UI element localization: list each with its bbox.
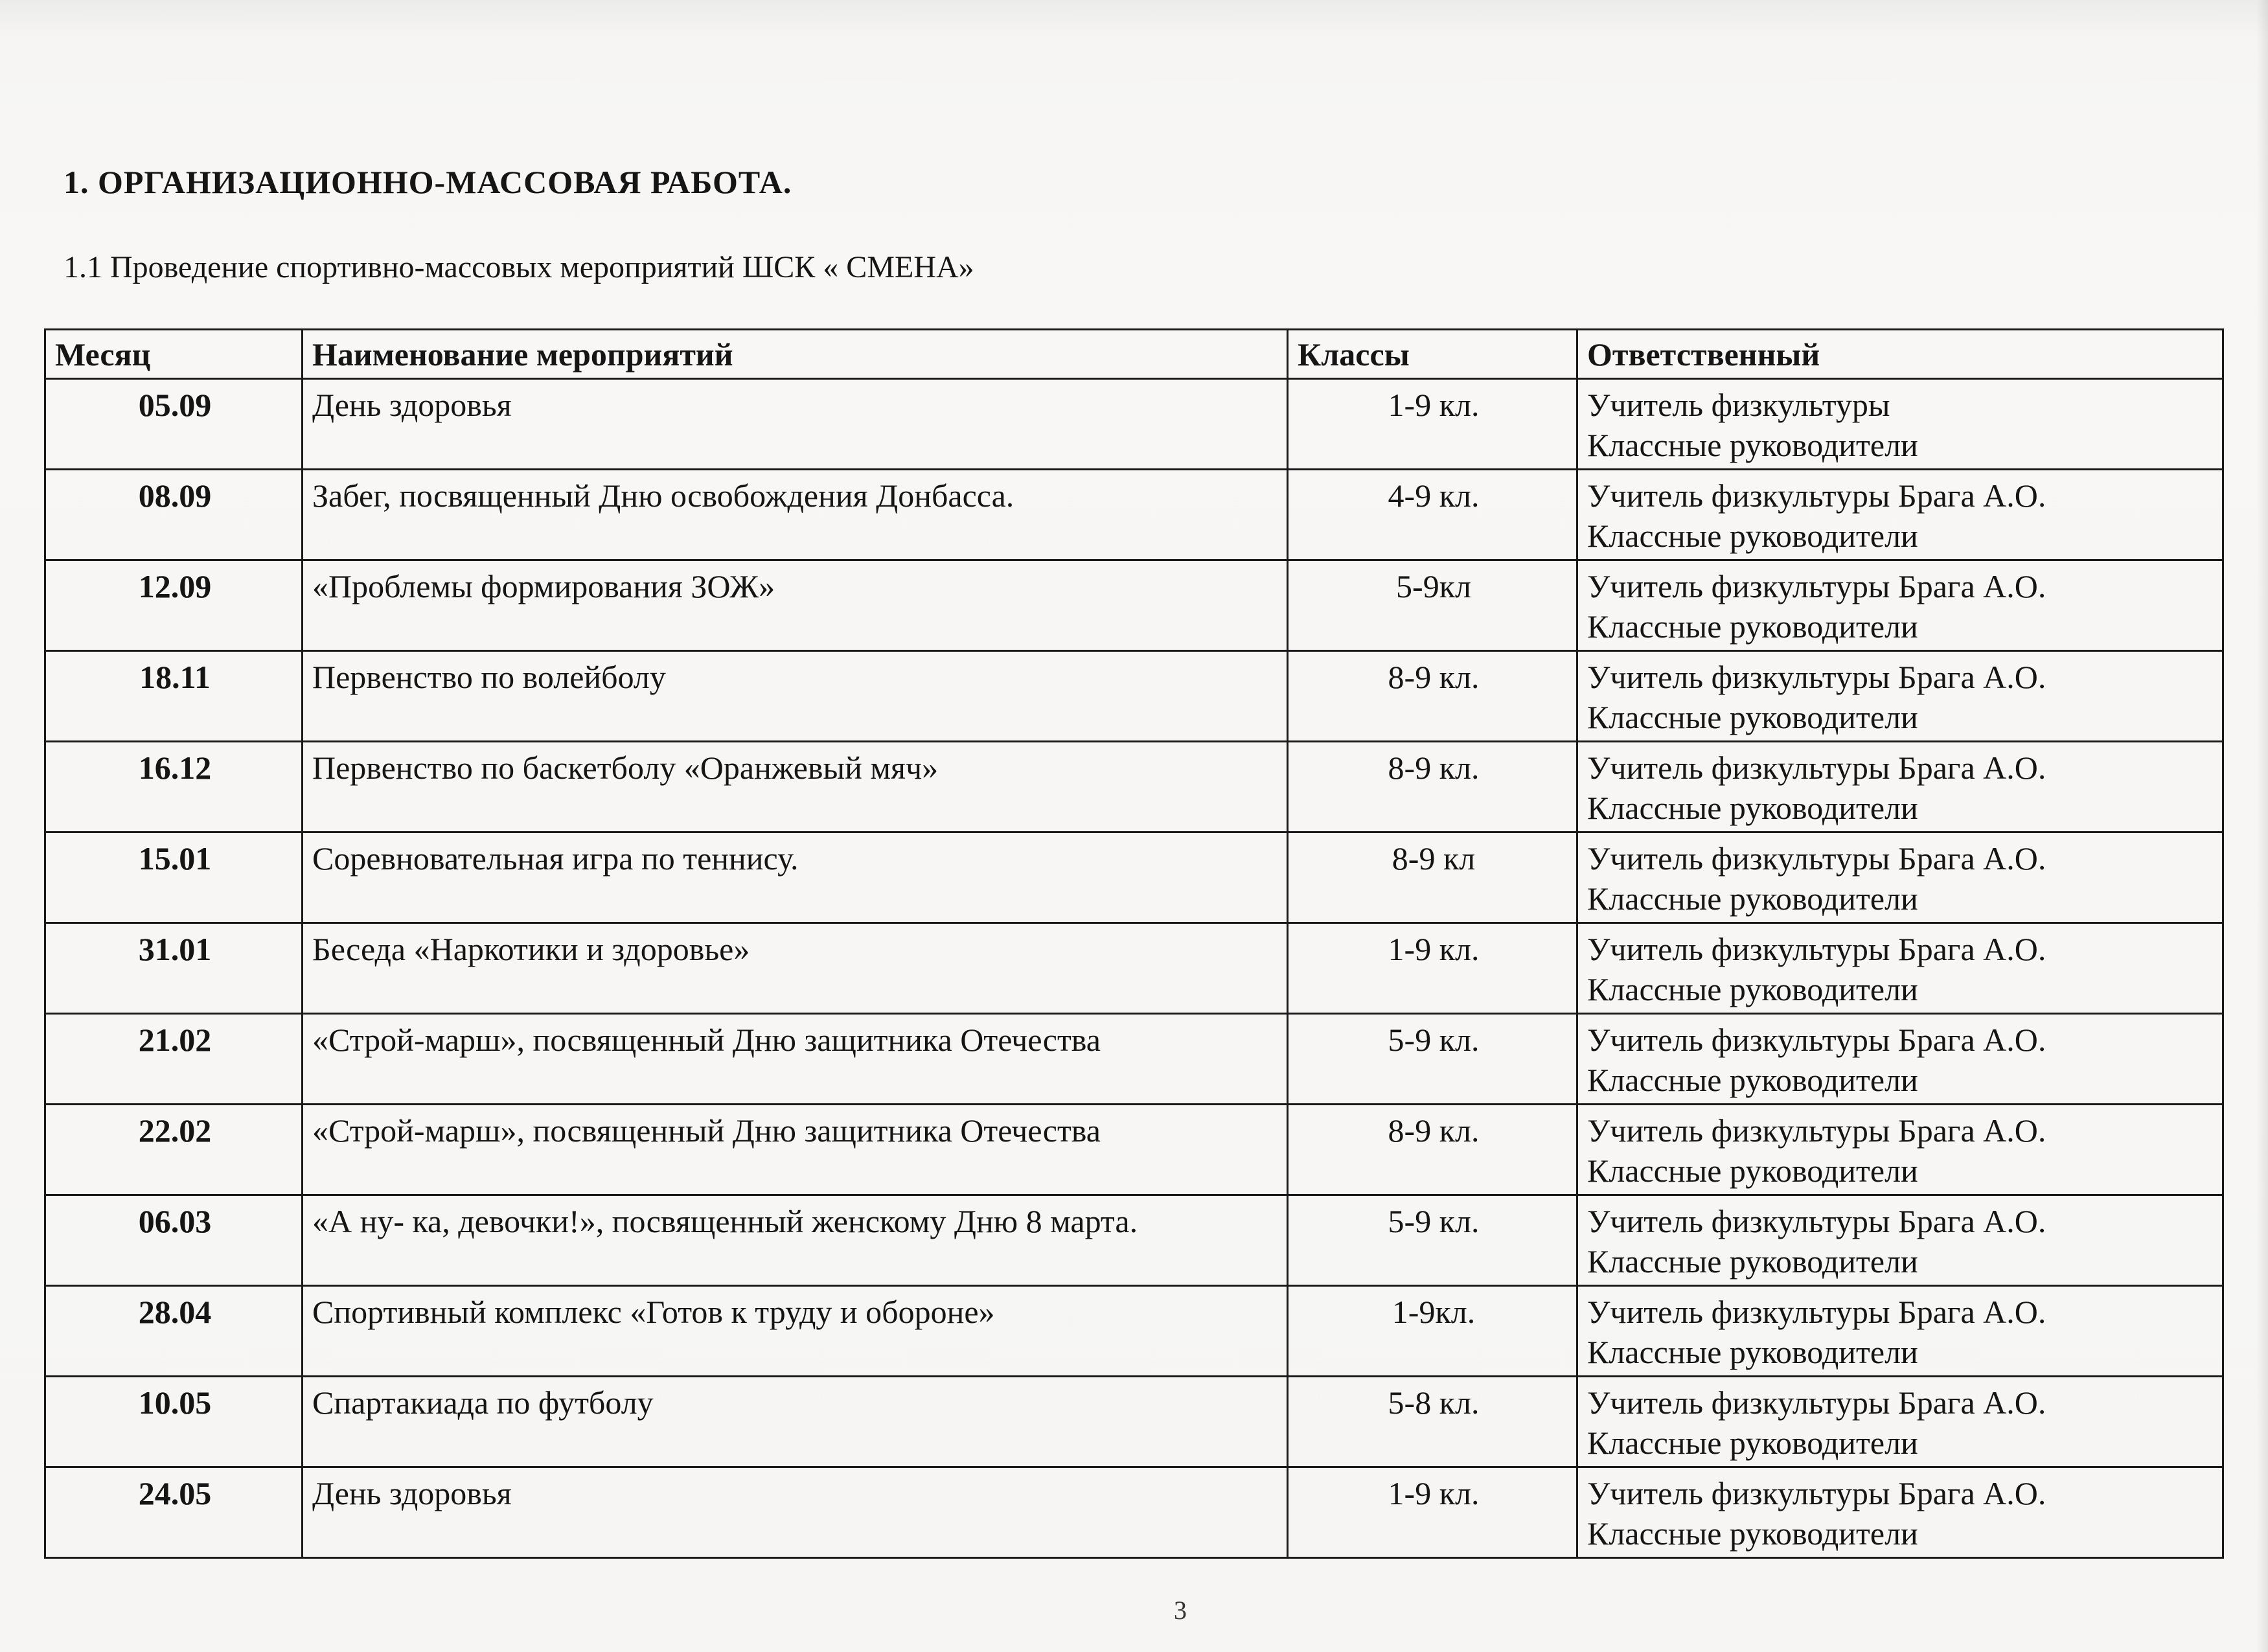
table-row <box>45 741 2223 832</box>
cell-classes: 8-9 кл. <box>1288 1104 1577 1195</box>
header-event: Наименование мероприятий <box>303 330 1288 379</box>
cell-responsible <box>1577 1013 2223 1104</box>
responsible-teacher: Учитель физкультуры Брага А.О. <box>1587 568 2046 604</box>
responsible-class-teachers: Классные руководители <box>1587 880 1918 917</box>
cell-month: 24.05 <box>45 1467 303 1557</box>
responsible-teacher: Учитель физкультуры Брага А.О. <box>1587 840 2046 877</box>
cell-event: Первенство по баскетболу «Оранжевый мяч» <box>303 741 1288 832</box>
table-row <box>45 1195 2223 1285</box>
cell-event: Беседа «Наркотики и здоровье» <box>303 923 1288 1013</box>
cell-classes: 1-9 кл. <box>1288 378 1577 469</box>
cell-classes: 4-9 кл. <box>1288 469 1577 560</box>
table-row <box>45 1467 2223 1557</box>
cell-month: 05.09 <box>45 378 303 469</box>
responsible-class-teachers: Классные руководители <box>1587 427 1918 463</box>
table-row <box>45 1104 2223 1195</box>
header-classes: Классы <box>1288 330 1577 379</box>
subsection-title: 1.1 Проведение спортивно-массовых мероприятий ШСК « СМЕНА» <box>63 250 974 284</box>
responsible-teacher: Учитель физкультуры Брага А.О. <box>1587 1384 2046 1421</box>
page-number: 3 <box>1174 1596 1187 1625</box>
scan-edge-shadow <box>2256 0 2268 1652</box>
cell-month: 06.03 <box>45 1195 303 1285</box>
cell-event: Спортивный комплекс «Готов к труду и обороне» <box>303 1285 1288 1376</box>
table-row <box>45 1376 2223 1467</box>
cell-classes: 8-9 кл <box>1288 832 1577 923</box>
cell-month: 12.09 <box>45 560 303 650</box>
cell-month: 16.12 <box>45 741 303 832</box>
table-row <box>45 469 2223 560</box>
cell-classes: 8-9 кл. <box>1288 741 1577 832</box>
table-row <box>45 650 2223 741</box>
cell-classes: 1-9 кл. <box>1288 923 1577 1013</box>
table-row <box>45 560 2223 650</box>
cell-responsible <box>1577 650 2223 741</box>
cell-event: Спартакиада по футболу <box>303 1376 1288 1467</box>
cell-month: 31.01 <box>45 923 303 1013</box>
cell-responsible <box>1577 1195 2223 1285</box>
events-table <box>44 328 2224 1559</box>
responsible-teacher: Учитель физкультуры Брага А.О. <box>1587 1021 2046 1058</box>
responsible-class-teachers: Классные руководители <box>1587 518 1918 554</box>
table-row <box>45 378 2223 469</box>
cell-month: 22.02 <box>45 1104 303 1195</box>
cell-classes: 1-9кл. <box>1288 1285 1577 1376</box>
cell-event: «Проблемы формирования ЗОЖ» <box>303 560 1288 650</box>
table-row <box>45 832 2223 923</box>
cell-event: Забег, посвященный Дню освобождения Донбасса. <box>303 469 1288 560</box>
responsible-class-teachers: Классные руководители <box>1587 699 1918 735</box>
cell-classes: 8-9 кл. <box>1288 650 1577 741</box>
cell-responsible <box>1577 1285 2223 1376</box>
cell-event: «Строй-марш», посвященный Дню защитника Отечества <box>303 1104 1288 1195</box>
cell-classes: 5-9 кл. <box>1288 1013 1577 1104</box>
cell-month: 28.04 <box>45 1285 303 1376</box>
cell-responsible <box>1577 469 2223 560</box>
table-header-row <box>45 330 2223 379</box>
responsible-teacher: Учитель физкультуры Брага А.О. <box>1587 1293 2046 1330</box>
table-row <box>45 923 2223 1013</box>
cell-event: День здоровья <box>303 1467 1288 1557</box>
header-responsible: Ответственный <box>1577 330 2223 379</box>
cell-event: «А ну- ка, девочки!», посвященный женскому Дню 8 марта. <box>303 1195 1288 1285</box>
responsible-teacher: Учитель физкультуры Брага А.О. <box>1587 658 2046 695</box>
header-month: Месяц <box>45 330 303 379</box>
cell-event: Первенство по волейболу <box>303 650 1288 741</box>
cell-responsible <box>1577 1376 2223 1467</box>
cell-responsible <box>1577 923 2223 1013</box>
cell-responsible <box>1577 378 2223 469</box>
table-row <box>45 1013 2223 1104</box>
cell-month: 08.09 <box>45 469 303 560</box>
table-row <box>45 1285 2223 1376</box>
cell-month: 10.05 <box>45 1376 303 1467</box>
cell-responsible <box>1577 832 2223 923</box>
cell-month: 21.02 <box>45 1013 303 1104</box>
responsible-class-teachers: Классные руководители <box>1587 608 1918 645</box>
responsible-class-teachers: Классные руководители <box>1587 1062 1918 1098</box>
cell-classes: 1-9 кл. <box>1288 1467 1577 1557</box>
responsible-class-teachers: Классные руководители <box>1587 971 1918 1007</box>
cell-responsible <box>1577 560 2223 650</box>
section-title: 1. ОРГАНИЗАЦИОННО-МАССОВАЯ РАБОТА. <box>63 164 792 200</box>
cell-responsible <box>1577 1467 2223 1557</box>
responsible-class-teachers: Классные руководители <box>1587 790 1918 826</box>
responsible-teacher: Учитель физкультуры Брага А.О. <box>1587 477 2046 514</box>
cell-responsible <box>1577 741 2223 832</box>
cell-month: 18.11 <box>45 650 303 741</box>
cell-classes: 5-8 кл. <box>1288 1376 1577 1467</box>
responsible-teacher: Учитель физкультуры <box>1587 386 1890 423</box>
cell-classes: 5-9 кл. <box>1288 1195 1577 1285</box>
responsible-class-teachers: Классные руководители <box>1587 1334 1918 1370</box>
cell-responsible <box>1577 1104 2223 1195</box>
responsible-class-teachers: Классные руководители <box>1587 1515 1918 1552</box>
cell-classes: 5-9кл <box>1288 560 1577 650</box>
responsible-teacher: Учитель физкультуры Брага А.О. <box>1587 930 2046 967</box>
cell-event: День здоровья <box>303 378 1288 469</box>
cell-month: 15.01 <box>45 832 303 923</box>
responsible-class-teachers: Классные руководители <box>1587 1243 1918 1279</box>
responsible-teacher: Учитель физкультуры Брага А.О. <box>1587 1202 2046 1239</box>
responsible-class-teachers: Классные руководители <box>1587 1425 1918 1461</box>
responsible-teacher: Учитель физкультуры Брага А.О. <box>1587 1112 2046 1149</box>
cell-event: Соревновательная игра по теннису. <box>303 832 1288 923</box>
responsible-class-teachers: Классные руководители <box>1587 1153 1918 1189</box>
cell-event: «Строй-марш», посвященный Дню защитника Отечества <box>303 1013 1288 1104</box>
responsible-teacher: Учитель физкультуры Брага А.О. <box>1587 749 2046 786</box>
responsible-teacher: Учитель физкультуры Брага А.О. <box>1587 1474 2046 1511</box>
